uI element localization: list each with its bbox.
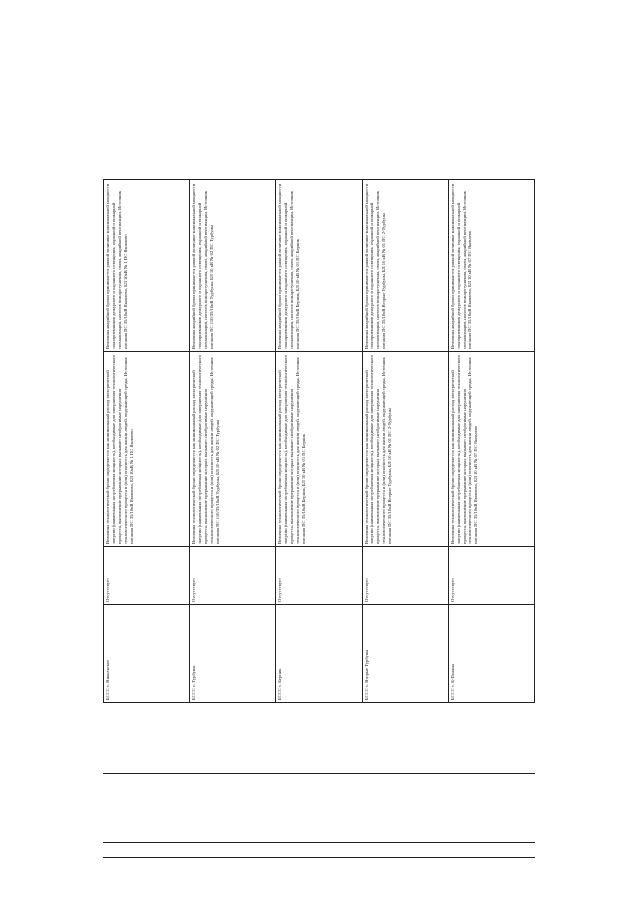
status-cell: Отсутствует xyxy=(448,547,534,605)
object-cell: БССС с. Никольское xyxy=(104,605,190,703)
reservation-table xyxy=(103,179,535,703)
emergency-reserve-cell: Величина аварийной брони принимается равной величине максимальной мощности токоприемников дежурного и охранного освещения, охранной и пожарной сигнализации, насосов пожаротушения, связи, аварийной вентиляции. Источник питания ПС 35/10кВ Яковлево, БЛ 10 кВ № 07 ПС Яковлево xyxy=(448,180,534,352)
divider-line xyxy=(103,857,535,858)
status-cell: Отсутствует xyxy=(276,547,362,605)
process-reserve-cell: Величина технологической брони определяется как минимальный расход электрической энергии (наименьшая потребляемая мощность), необходимые для завершения технологического процесса, выполнение прерывание которых вызывает необратимые нарушения технологического процесса и (или) опасность для жизни людей, окружающей среды. Источник питания ПС 35/10кВ Яковлево, БЛ 10 кВ № 07 ПС Яковлево xyxy=(448,352,534,547)
process-reserve-cell: Величина технологической брони определяется как минимальный расход электрической энергии (наименьшая потребляемая мощность), необходимые для завершения технологического процесса, выполнение прерывание которых вызывает необратимые нарушения технологического процесса и (или) опасность для жизни людей, окружающей среды. Источник питания ПС 35/10кВ Вторые Турбуны, БЛ 10 кВ № 01 ПС 2-Турбуны xyxy=(362,352,448,547)
table-row xyxy=(104,180,190,703)
status-cell: Отсутствует xyxy=(190,547,276,605)
process-reserve-cell: Величина технологической брони определяется как минимальный расход электрической энергии (наименьшая потребляемая мощность), необходимые для завершения технологического процесса, выполнение прерывание которых вызывает необратимые нарушения технологического процесса и (или) опасность для жизни людей, окружающей среды. Источник питания ПС 35/10кВ Яковлево, БЛ 10кВ № 1 ПС Яковлево xyxy=(104,352,190,547)
emergency-reserve-cell: Величина аварийной брони принимается равной величине максимальной мощности токоприемников дежурного и охранного освещения, охранной и пожарной сигнализации, насосов пожаротушения, связи, аварийной вентиляции. Источник питания ПС 110/35/10кВ Турбуны, БЛ 10 кВ № 02 ПС Турбуны xyxy=(190,180,276,352)
divider-line xyxy=(103,842,535,843)
emergency-reserve-cell: Величина аварийной брони принимается равной величине максимальной мощности токоприемников дежурного и охранного освещения, охранной и пожарной сигнализации, насосов пожаротушения, связи, аварийной вентиляции. Источник питания ПС 35/10кВ Вторые Турбуны, БЛ 10 кВ № 01 ПС 2-Турбуны xyxy=(362,180,448,352)
status-cell: Отсутствует xyxy=(362,547,448,605)
object-cell: БССС с. Берник xyxy=(276,605,362,703)
object-cell: БССС с. Вторые Турбуны xyxy=(362,605,448,703)
table-row xyxy=(362,180,448,703)
table-row xyxy=(190,180,276,703)
process-reserve-cell: Величина технологической брони определяется как минимальный расход электрической энергии (наименьшая потребляемая мощность), необходимые для завершения технологического процесса, выполнение прерывание которых вызывает необратимые нарушения технологического процесса и (или) опасность для жизни людей, окружающей среды. Источник питания ПС 35/10кВ Берник, БЛ 10 кВ № 01 ПС Берник xyxy=(276,352,362,547)
object-cell: БССС с. Турбуны xyxy=(190,605,276,703)
status-cell: Отсутствует xyxy=(104,547,190,605)
table-row xyxy=(276,180,362,703)
emergency-reserve-cell: Величина аварийной брони принимается равной величине максимальной мощности токоприемников дежурного и охранного освещения, охранной и пожарной сигнализации, насосов пожаротушения, связи, аварийной вентиляции. Источник питания ПС 35/10кВ Яковлево, БЛ 10кВ № 1 ПС Яковлево xyxy=(104,180,190,352)
divider-line xyxy=(103,773,535,774)
emergency-reserve-cell: Величина аварийной брони принимается равной величине максимальной мощности токоприемников дежурного и охранного освещения, охранной и пожарной сигнализации, насосов пожаротушения, связи, аварийной вентиляции. Источник питания ПС 35/10кВ Берник, БЛ 10 кВ № 01 ПС Берник xyxy=(276,180,362,352)
rotated-table-container xyxy=(103,180,535,703)
table-row xyxy=(448,180,534,703)
process-reserve-cell: Величина технологической брони определяется как минимальный расход электрической энергии (наименьшая потребляемая мощность), необходимые для завершения технологического процесса, выполнение прерывание которых вызывает необратимые нарушения технологического процесса и (или) опасность для жизни людей, окружающей среды. Источник питания ПС 110/35/10кВ Турбуны, БЛ 10 кВ № 02 ПС Турбуны xyxy=(190,352,276,547)
object-cell: БССС с. Б-Поляна xyxy=(448,605,534,703)
